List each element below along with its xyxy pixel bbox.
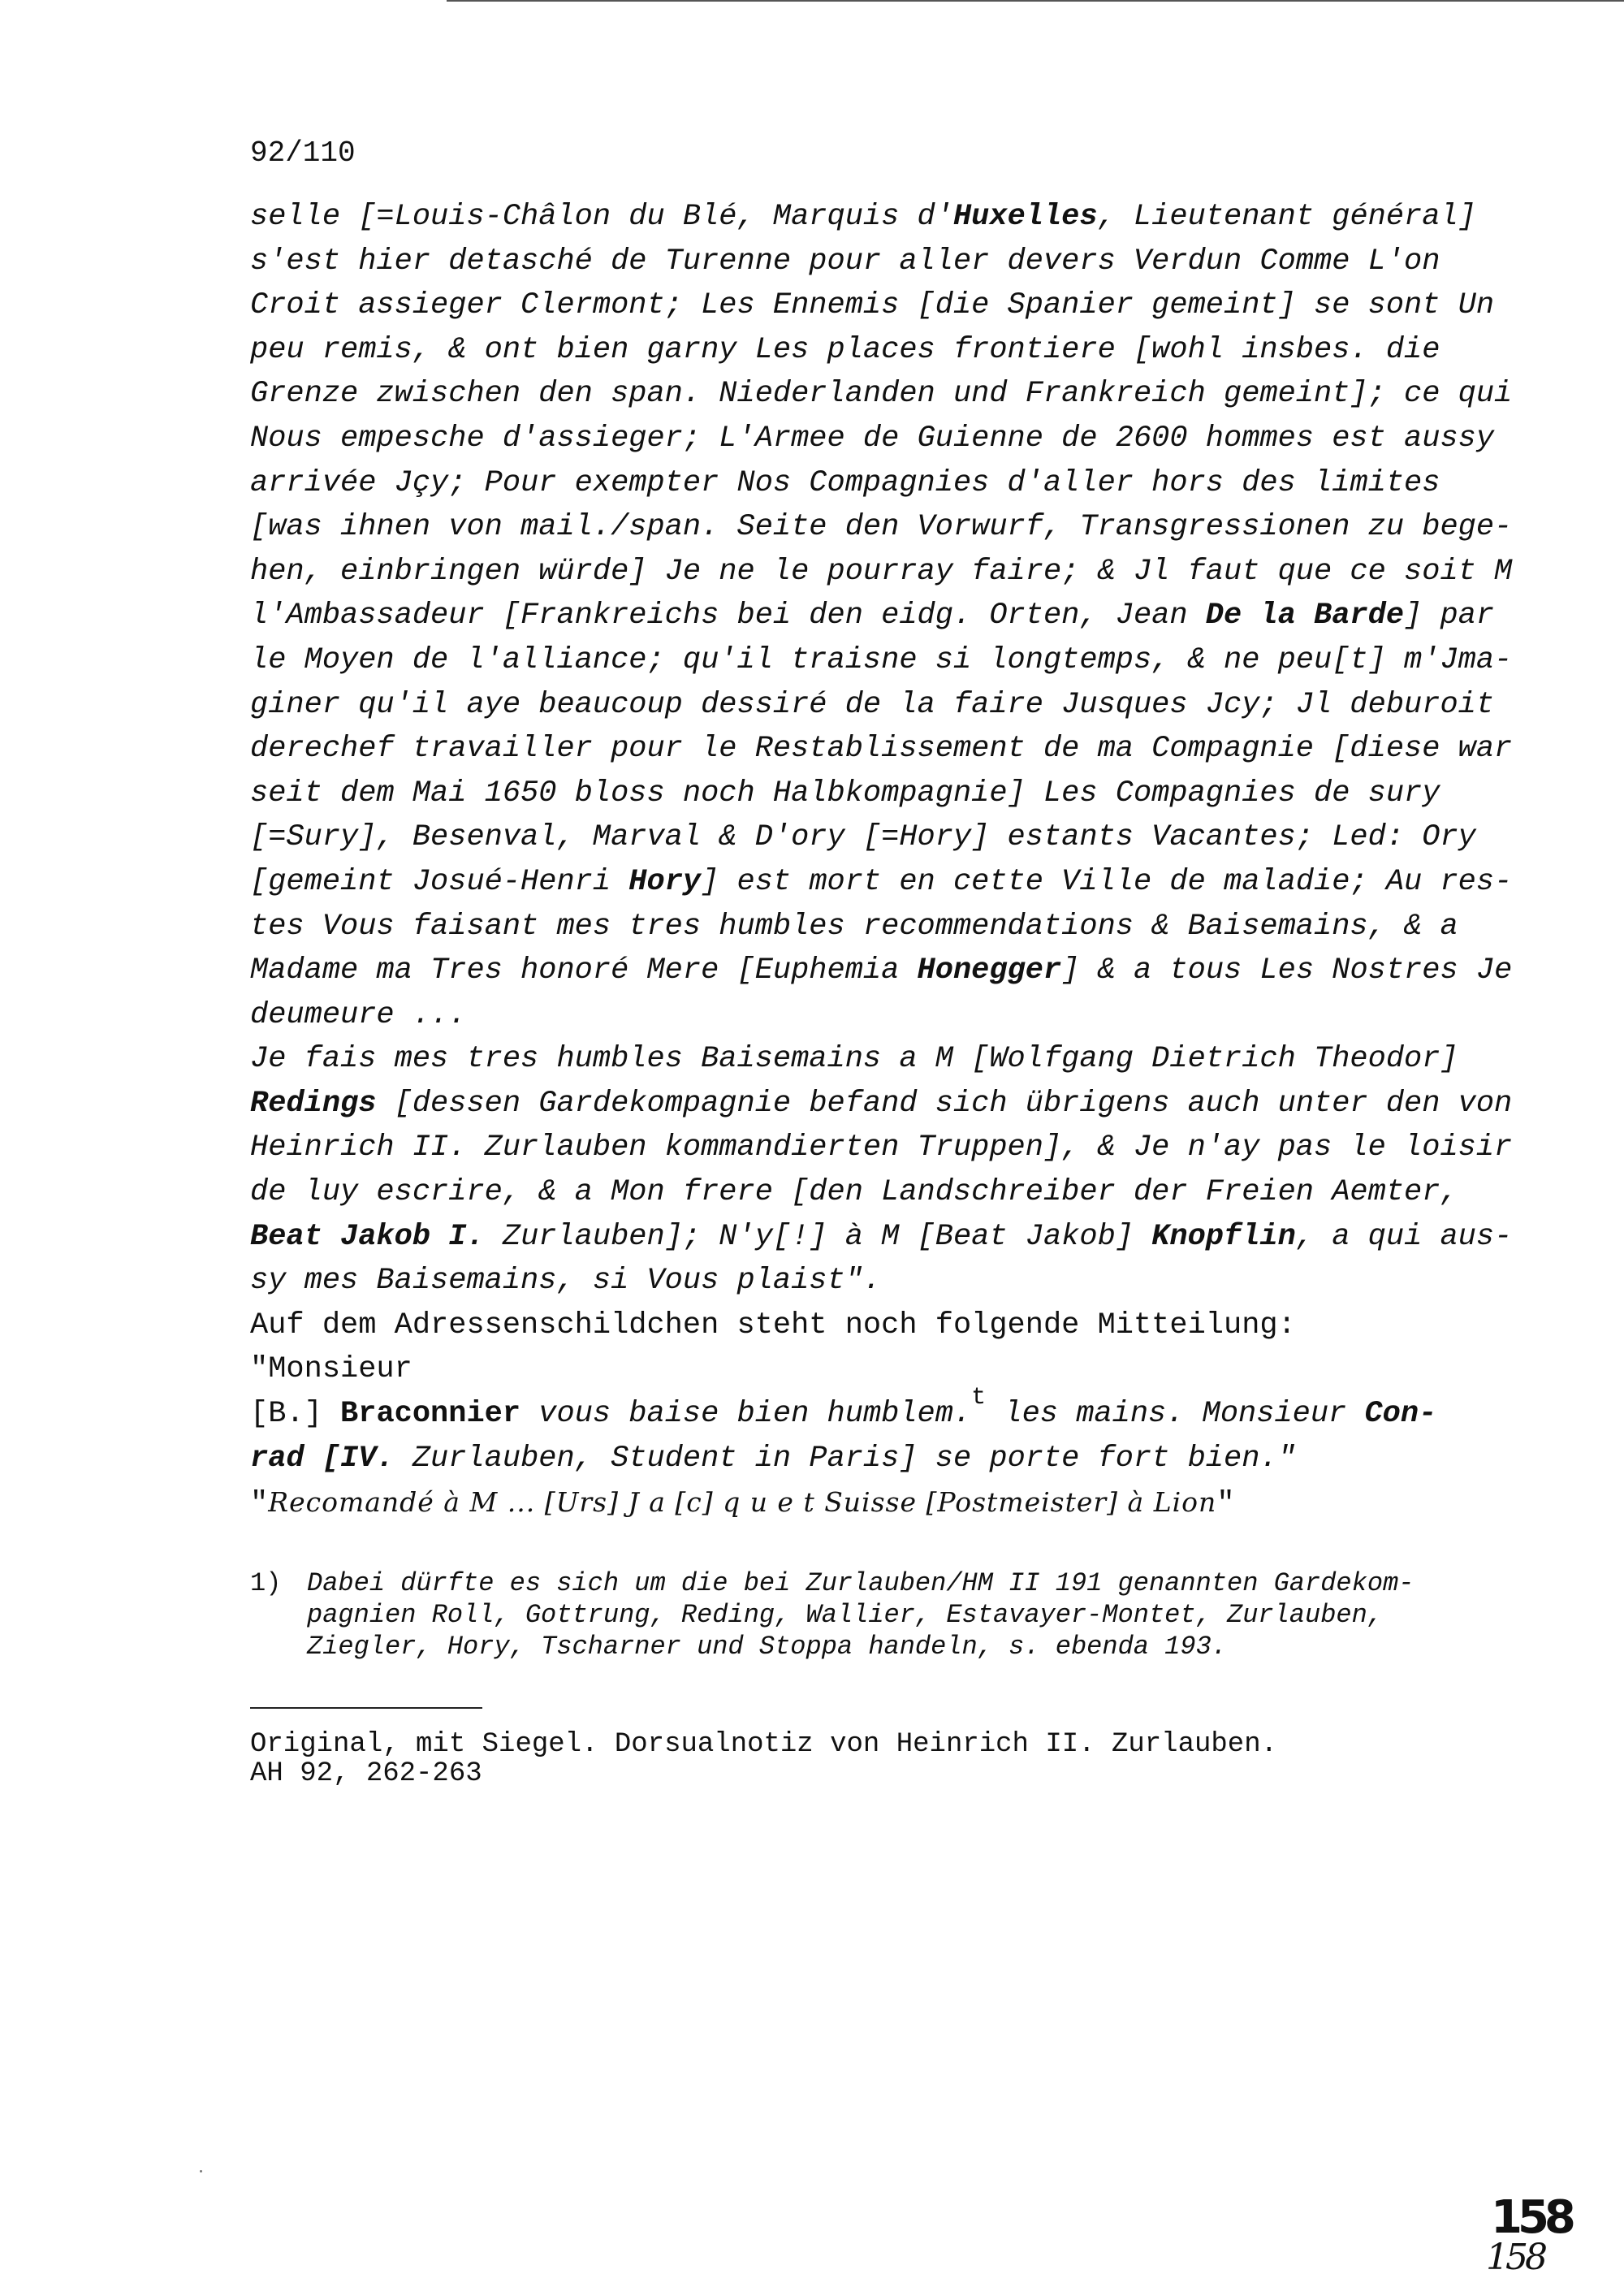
text-line: rad [IV. Zurlauben, Student in Paris] se porte fort bien." [250, 1441, 1296, 1476]
source-line: AH 92, 262-263 [250, 1758, 482, 1789]
text-line: s'est hier detasché de Turenne pour aller devers Verdun Comme L'on [250, 244, 1440, 279]
name-braconnier: Braconnier [340, 1397, 521, 1432]
text-line: giner qu'il aye beaucoup dessiré de la faire Jusques Jcy; Jl deburoit [250, 687, 1495, 722]
name-beat-jakob: Beat Jakob I. [250, 1219, 485, 1254]
text-line: Grenze zwischen den span. Niederlanden und Frankreich gemeint]; ce qui [250, 377, 1513, 412]
source-line: Original, mit Siegel. Dorsualnotiz von Heinrich II. Zurlauben. [250, 1729, 1278, 1760]
text-line: "Recomandé à M ... [Urs] J a [c] q u e t Suisse [Postmeister] à Lion" [250, 1486, 1235, 1522]
text-line: [gemeint Josué-Henri Hory] est mort en cette Ville de maladie; Au res- [250, 864, 1513, 899]
footnote-line: pagnien Roll, Gottrung, Reding, Wallier, Estavayer-Montet, Zurlauben, [307, 1600, 1384, 1630]
text-line: derechef travailler pour le Restablissement de ma Compagnie [diese war [250, 732, 1513, 767]
text-line: Redings [dessen Gardekompagnie befand sich übrigens auch unter den von [250, 1086, 1513, 1121]
footnote-line: 1) Dabei dürfte es sich um die bei Zurlauben/HM II 191 genannten Gardekom- [250, 1568, 1415, 1598]
text-line: de luy escrire, & a Mon frere [den Landschreiber der Freien Aemter, [250, 1175, 1458, 1210]
page-number-stamp: 158 [1491, 2191, 1571, 2244]
text-line: Beat Jakob I. Zurlauben]; N'y[!] à M [Beat Jakob] Knopflin, a qui aus- [250, 1219, 1513, 1254]
text-line: seit dem Mai 1650 bloss noch Halbkompagnie] Les Compagnies de sury [250, 776, 1440, 811]
text-line: Madame ma Tres honoré Mere [Euphemia Honegger] & a tous Les Nostres Je [250, 953, 1513, 988]
name-redings: Redings [250, 1086, 377, 1121]
handwritten-page-number: 158 [1486, 2237, 1544, 2278]
letter-text [250, 195, 1517, 1525]
text-line: deumeure ... [250, 997, 467, 1032]
page-id: 92/110 [250, 136, 356, 170]
name-honegger: Honegger [917, 953, 1062, 988]
text-line: arrivée Jçy; Pour exempter Nos Compagnies d'aller hors des limites [250, 465, 1440, 500]
text-line: "Monsieur [250, 1352, 412, 1387]
footnote-line: Ziegler, Hory, Tscharner und Stoppa handeln, s. ebenda 193. [307, 1632, 1227, 1662]
text-line: selle [=Louis-Châlon du Blé, Marquis d'Huxelles, Lieutenant général] [250, 200, 1476, 234]
name-huxelles: Huxelles [952, 200, 1098, 234]
text-line: tes Vous faisant mes tres humbles recommendations & Baisemains, & a [250, 909, 1458, 944]
text-line: peu remis, & ont bien garny Les places frontiere [wohl insbes. die [250, 332, 1440, 367]
top-border-line [447, 0, 1624, 2]
text-line: Auf dem Adressenschildchen steht noch folgende Mitteilung: [250, 1308, 1296, 1342]
text-line: [B.] Braconnier vous baise bien humblem.$^t$ les mains. Monsieur Con- [250, 1384, 1437, 1432]
source-note [250, 1730, 1277, 1788]
text-line: sy mes Baisemains, si Vous plaist". [250, 1264, 882, 1299]
name-conrad-iv: rad [IV. [250, 1441, 395, 1476]
name-de-la-barde: De la Barde [1205, 599, 1405, 633]
name-conrad: Con- [1364, 1397, 1437, 1432]
text-line: le Moyen de l'alliance; qu'il traisne si longtemps, & ne peu[t] m'Jma- [250, 642, 1513, 677]
text-line: [=Sury], Besenval, Marval & D'ory [=Hory] estants Vacantes; Led: Ory [250, 820, 1476, 855]
footnote-separator [250, 1707, 482, 1709]
text-line: Heinrich II. Zurlauben kommandierten Truppen], & Je n'ay pas le loisir [250, 1131, 1513, 1165]
superscript: t [971, 1384, 987, 1412]
scan-speck [200, 2170, 202, 2172]
footnote [250, 1567, 1517, 1662]
text-line: hen, einbringen würde] Je ne le pourray faire; & Jl faut que ce soit M [250, 554, 1513, 589]
text-line: Croit assieger Clermont; Les Ennemis [die Spanier gemeint] se sont Un [250, 288, 1495, 323]
text-line: Nous empesche d'assieger; L'Armee de Guienne de 2600 hommes est aussy [250, 421, 1495, 456]
address-script: Recomandé à M ... [Urs] J a [c] q u e t Suisse [Postmeister] à Lion [268, 1486, 1217, 1519]
text-line: [was ihnen von mail./span. Seite den Vorwurf, Transgressionen zu bege- [250, 510, 1513, 545]
text-line: l'Ambassadeur [Frankreichs bei den eidg. Orten, Jean De la Barde] par [250, 599, 1495, 633]
footnote-number: 1) [250, 1568, 282, 1598]
text-line: Je fais mes tres humbles Baisemains a M [Wolfgang Dietrich Theodor] [250, 1042, 1458, 1077]
name-knopflin: Knopflin [1151, 1219, 1296, 1254]
name-hory: Hory [628, 864, 702, 899]
